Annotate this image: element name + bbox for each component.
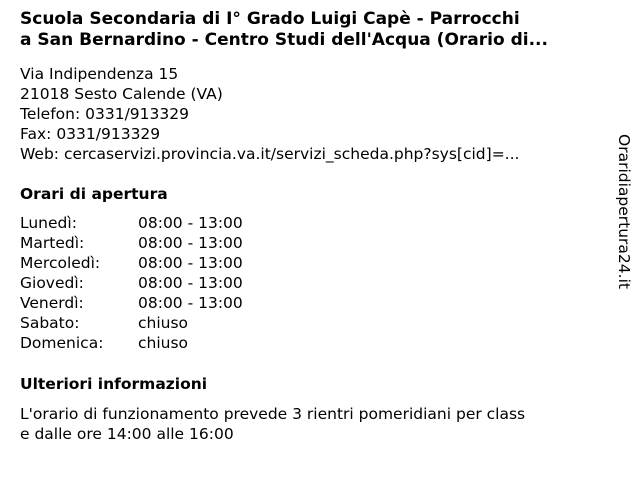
address-street: Via Indipendenza 15	[20, 65, 179, 83]
more-info-text	[20, 404, 590, 444]
hours-value: 08:00 - 13:00	[138, 274, 243, 292]
more-info-heading: Ulteriori informazioni	[20, 375, 208, 393]
brand-watermark: Oraridiapertura24.it	[615, 134, 633, 289]
hours-row-monday	[20, 213, 243, 233]
hours-day-label: Giovedì:	[20, 274, 84, 292]
contact-details	[20, 64, 600, 164]
opening-hours-heading: Orari di apertura	[20, 185, 168, 203]
hours-value: 08:00 - 13:00	[138, 254, 243, 272]
page-title-line-2: a San Bernardino - Centro Studi dell'Acqua (Orario di...	[20, 30, 548, 50]
hours-row-thursday	[20, 273, 243, 293]
opening-hours-table	[20, 213, 243, 353]
fax-number: Fax: 0331/913329	[20, 125, 161, 143]
more-info-line-2: e dalle ore 14:00 alle 16:00	[20, 425, 234, 443]
hours-day-label: Mercoledì:	[20, 254, 101, 272]
hours-row-sunday	[20, 333, 243, 353]
hours-day-label: Venerdì:	[20, 294, 84, 312]
hours-value: 08:00 - 13:00	[138, 294, 243, 312]
website-link[interactable]: Web: cercaservizi.provincia.va.it/servizi_scheda.php?sys[cid]=...	[20, 145, 520, 163]
hours-value: 08:00 - 13:00	[138, 214, 243, 232]
hours-value: chiuso	[138, 334, 189, 352]
page-title	[20, 9, 620, 51]
hours-row-saturday	[20, 313, 243, 333]
hours-value: 08:00 - 13:00	[138, 234, 243, 252]
hours-day-label: Martedì:	[20, 234, 85, 252]
page-title-line-1: Scuola Secondaria di I° Grado Luigi Capè - Parrocchi	[20, 9, 520, 29]
hours-value: chiuso	[138, 314, 189, 332]
hours-day-label: Sabato:	[20, 314, 80, 332]
more-info-line-1: L'orario di funzionamento prevede 3 rientri pomeridiani per class	[20, 405, 526, 423]
address-city: 21018 Sesto Calende (VA)	[20, 85, 223, 103]
hours-day-label: Domenica:	[20, 334, 104, 352]
phone-number: Telefon: 0331/913329	[20, 105, 189, 123]
hours-row-tuesday	[20, 233, 243, 253]
hours-day-label: Lunedì:	[20, 214, 77, 232]
hours-row-wednesday	[20, 253, 243, 273]
hours-row-friday	[20, 293, 243, 313]
